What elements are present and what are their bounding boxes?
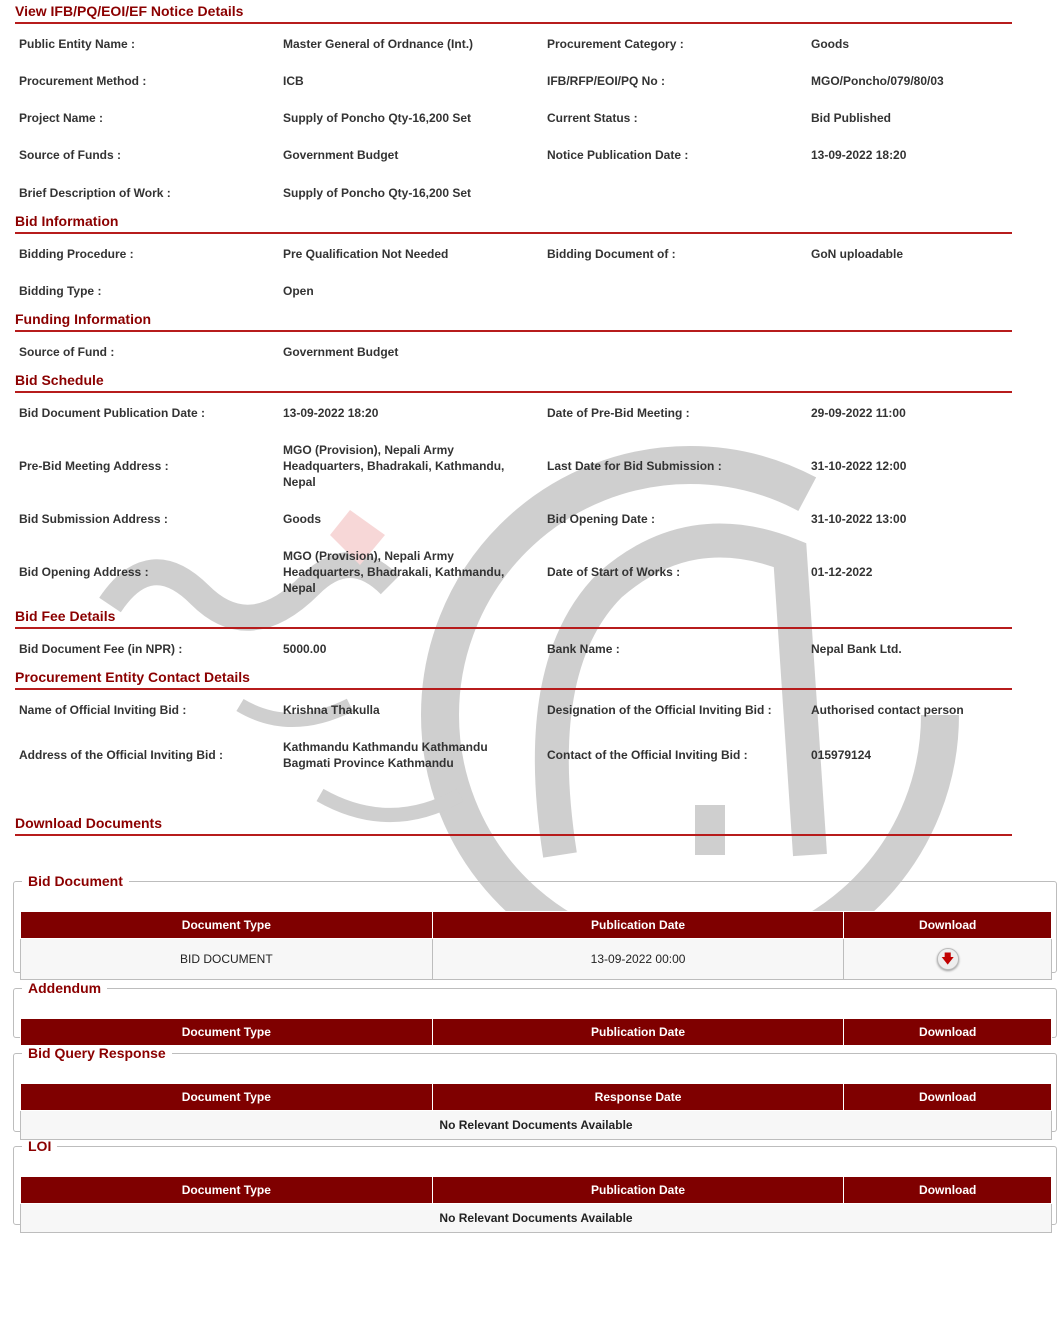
source-of-fund-label: Source of Fund : (19, 345, 115, 359)
table-row (21, 1204, 1052, 1233)
doc-publication-value: 13-09-2022 18:20 (283, 406, 379, 420)
col-publication-date: Publication Date (432, 912, 844, 939)
addendum-box (13, 980, 1057, 1038)
empty-message: No Relevant Documents Available (21, 1111, 1052, 1140)
procurement-method-value: ICB (283, 74, 304, 88)
bidding-document-value: GoN uploadable (811, 247, 904, 261)
bid-document-box (13, 873, 1057, 973)
bidding-type-value: Open (283, 284, 314, 298)
current-status-value: Bid Published (811, 111, 892, 125)
bidding-procedure-label: Bidding Procedure : (19, 247, 134, 261)
submission-address-value: Goods (283, 512, 321, 526)
query-response-legend: Bid Query Response (28, 1045, 166, 1061)
prebid-address-value: MGO (Provision), Nepali Army Headquarters, Bhadrakali, Kathmandu, Nepal (283, 443, 505, 489)
bid-info-section-title: Bid Information (15, 212, 1012, 234)
doc-fee-label: Bid Document Fee (in NPR) : (19, 642, 183, 656)
col-document-type: Document Type (21, 912, 433, 939)
bidding-type-label: Bidding Type : (19, 284, 102, 298)
last-date-value: 31-10-2022 12:00 (811, 459, 907, 473)
opening-address-label: Bid Opening Address : (19, 565, 149, 579)
bid-document-table (20, 911, 1052, 980)
bidding-procedure-value: Pre Qualification Not Needed (283, 247, 449, 261)
doc-publication-label: Bid Document Publication Date : (19, 406, 206, 420)
submission-address-label: Bid Submission Address : (19, 512, 168, 526)
table-row (21, 1111, 1052, 1140)
download-icon[interactable]: 🡇 (937, 948, 959, 970)
official-contact-label: Contact of the Official Inviting Bid : (547, 748, 748, 762)
col-download: Download (844, 1177, 1052, 1204)
doc-download-cell (844, 939, 1052, 980)
notice-publication-label: Notice Publication Date : (547, 148, 689, 162)
query-response-box (13, 1045, 1057, 1132)
prebid-date-label: Date of Pre-Bid Meeting : (547, 406, 690, 420)
official-address-label: Address of the Official Inviting Bid : (19, 748, 224, 762)
col-response-date: Response Date (432, 1084, 844, 1111)
notice-publication-value: 13-09-2022 18:20 (811, 148, 907, 162)
opening-address-value: MGO (Provision), Nepali Army Headquarters, Bhadrakali, Kathmandu, Nepal (283, 549, 505, 595)
funding-section-title: Funding Information (15, 310, 1012, 332)
opening-date-label: Bid Opening Date : (547, 512, 655, 526)
project-name-label: Project Name : (19, 111, 104, 125)
table-row (21, 939, 1052, 980)
downloads-section-title: Download Documents (15, 814, 1012, 836)
brief-description-value: Supply of Poncho Qty-16,200 Set (283, 186, 472, 200)
col-publication-date: Publication Date (432, 1019, 844, 1046)
procurement-category-label: Procurement Category : (547, 37, 684, 51)
schedule-section-title: Bid Schedule (15, 371, 1012, 393)
project-name-value: Supply of Poncho Qty-16,200 Set (283, 111, 472, 125)
fee-section-title: Bid Fee Details (15, 607, 1012, 629)
official-address-value: Kathmandu Kathmandu Kathmandu Bagmati Province Kathmandu (283, 740, 488, 770)
col-download: Download (844, 1019, 1052, 1046)
bank-name-value: Nepal Bank Ltd. (811, 642, 902, 656)
col-document-type: Document Type (21, 1177, 433, 1204)
loi-box (13, 1138, 1057, 1225)
col-download: Download (844, 1084, 1052, 1111)
public-entity-value: Master General of Ordnance (Int.) (283, 37, 474, 51)
addendum-legend: Addendum (28, 980, 102, 996)
source-of-funds-value: Government Budget (283, 148, 399, 162)
col-document-type: Document Type (21, 1084, 433, 1111)
public-entity-label: Public Entity Name : (19, 37, 136, 51)
prebid-address-label: Pre-Bid Meeting Address : (19, 459, 169, 473)
doc-date-cell: 13-09-2022 00:00 (432, 939, 844, 980)
col-publication-date: Publication Date (432, 1177, 844, 1204)
designation-value: Authorised contact person (811, 703, 964, 717)
empty-message: No Relevant Documents Available (21, 1204, 1052, 1233)
designation-label: Designation of the Official Inviting Bid : (547, 703, 772, 717)
watermark-logo-icon (90, 415, 970, 915)
prebid-date-value: 29-09-2022 11:00 (811, 406, 906, 420)
query-response-table (20, 1083, 1052, 1140)
start-works-value: 01-12-2022 (811, 565, 873, 579)
ifb-no-value: MGO/Poncho/079/80/03 (811, 74, 944, 88)
opening-date-value: 31-10-2022 13:00 (811, 512, 907, 526)
source-of-fund-value: Government Budget (283, 345, 399, 359)
current-status-label: Current Status : (547, 111, 638, 125)
bidding-document-label: Bidding Document of : (547, 247, 676, 261)
addendum-table (20, 1018, 1052, 1046)
source-of-funds-label: Source of Funds : (19, 148, 121, 162)
bank-name-label: Bank Name : (547, 642, 620, 656)
bid-document-legend: Bid Document (28, 873, 123, 889)
doc-fee-value: 5000.00 (283, 642, 327, 656)
procurement-category-value: Goods (811, 37, 849, 51)
procurement-method-label: Procurement Method : (19, 74, 147, 88)
ifb-no-label: IFB/RFP/EOI/PQ No : (547, 74, 666, 88)
start-works-label: Date of Start of Works : (547, 565, 681, 579)
loi-legend: LOI (28, 1138, 52, 1154)
official-contact-value: 015979124 (811, 748, 872, 762)
notice-section-title: View IFB/PQ/EOI/EF Notice Details (15, 2, 1012, 24)
doc-type-cell: BID DOCUMENT (21, 939, 433, 980)
last-date-label: Last Date for Bid Submission : (547, 459, 722, 473)
brief-description-label: Brief Description of Work : (19, 186, 171, 200)
official-name-label: Name of Official Inviting Bid : (19, 703, 187, 717)
col-document-type: Document Type (21, 1019, 433, 1046)
loi-table (20, 1176, 1052, 1233)
official-name-value: Krishna Thakulla (283, 703, 380, 717)
col-download: Download (844, 912, 1052, 939)
contact-section-title: Procurement Entity Contact Details (15, 668, 1012, 690)
